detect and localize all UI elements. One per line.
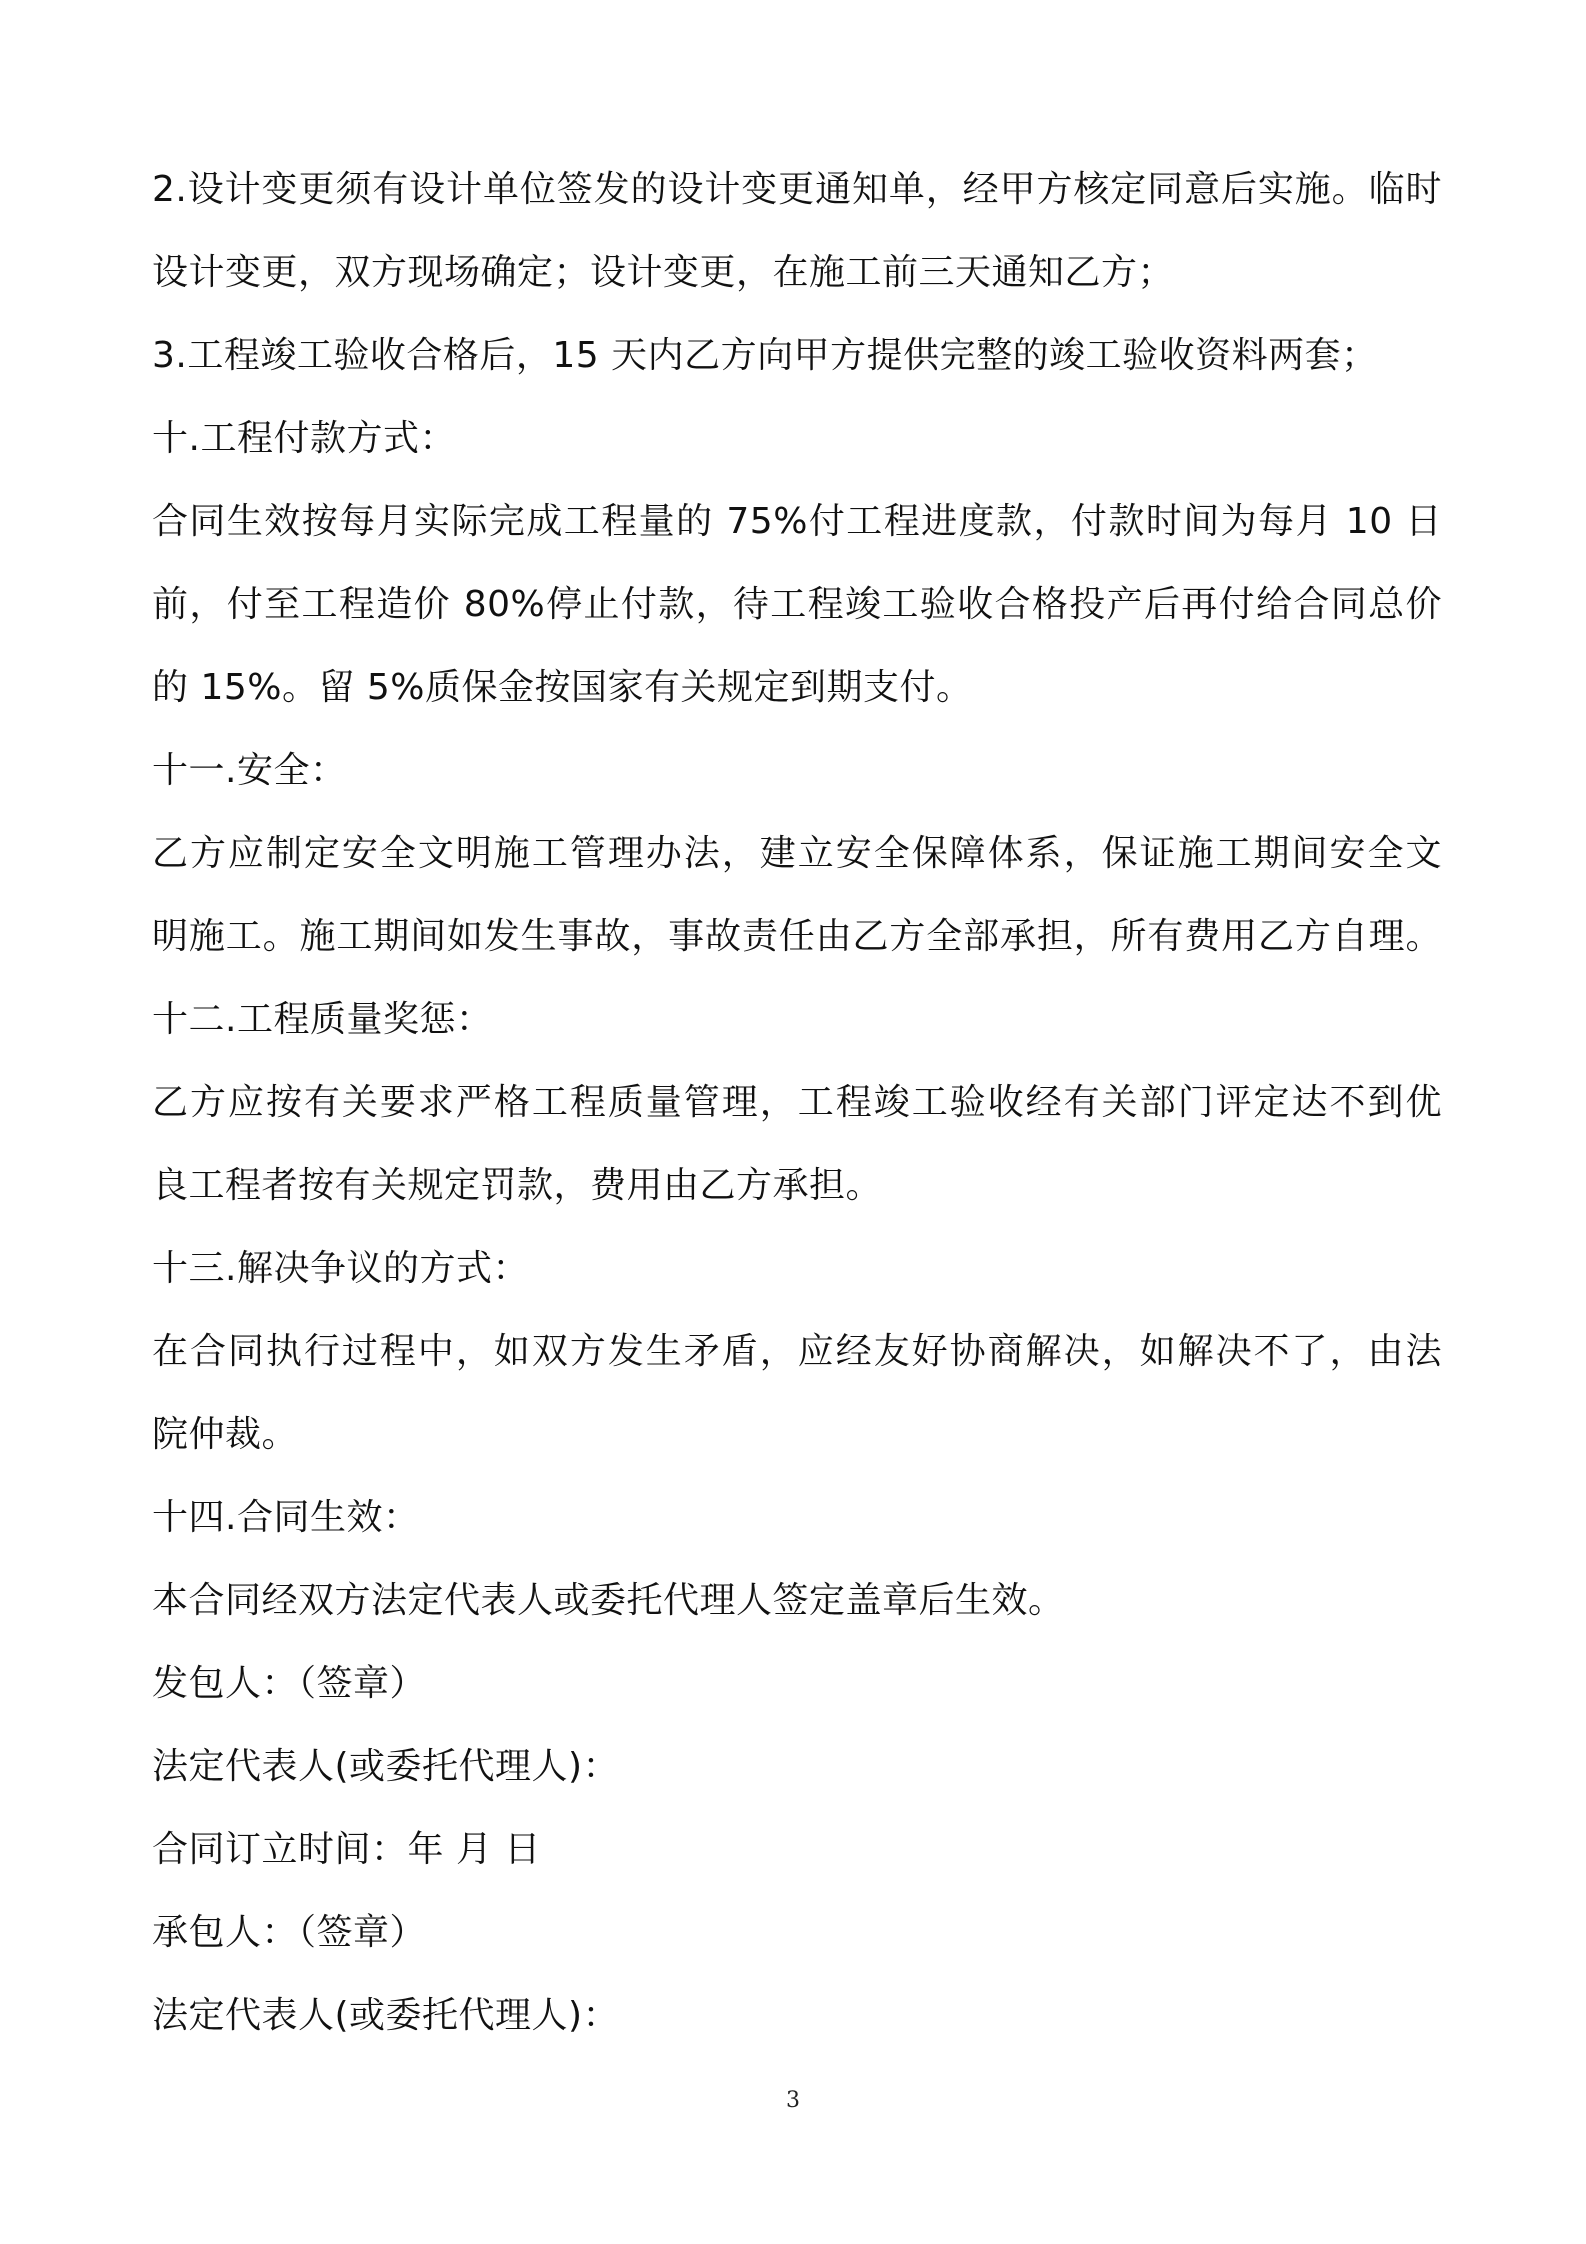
text-line: 承包人：（签章） — [152, 1912, 427, 1953]
text-line: 明施工。施工期间如发生事故，事故责任由乙方全部承担，所有费用乙方自理。 — [152, 916, 1442, 957]
text-line: 的 15%。留 5%质保金按国家有关规定到期支付。 — [152, 667, 973, 708]
text-line: 院仲裁。 — [152, 1414, 299, 1455]
text-line: 法定代表人(或委托代理人)： — [152, 1995, 620, 2036]
text-line: 法定代表人(或委托代理人)： — [152, 1746, 620, 1787]
text-line: 乙方应按有关要求严格工程质量管理，工程竣工验收经有关部门评定达不到优 — [152, 1082, 1442, 1123]
text-line: 乙方应制定安全文明施工管理办法，建立安全保障体系，保证施工期间安全文 — [152, 833, 1442, 874]
text-line: 合同生效按每月实际完成工程量的 75%付工程进度款，付款时间为每月 10 日 — [152, 501, 1442, 542]
text-line: 设计变更，双方现场确定；设计变更，在施工前三天通知乙方； — [152, 252, 1175, 293]
text-line: 在合同执行过程中，如双方发生矛盾，应经友好协商解决，如解决不了，由法 — [152, 1331, 1442, 1372]
text-line: 十一.安全： — [152, 750, 347, 791]
text-line: 本合同经双方法定代表人或委托代理人签定盖章后生效。 — [152, 1580, 1065, 1621]
text-line: 前，付至工程造价 80%停止付款，待工程竣工验收合格投产后再付给合同总价 — [152, 584, 1442, 625]
text-line: 2.设计变更须有设计单位签发的设计变更通知单，经甲方核定同意后实施。临时 — [152, 169, 1442, 210]
text-line: 良工程者按有关规定罚款，费用由乙方承担。 — [152, 1165, 883, 1206]
text-line: 十.工程付款方式： — [152, 418, 456, 459]
text-line: 发包人：（签章） — [152, 1663, 427, 1704]
page-number: 3 — [786, 2088, 800, 2113]
document-body — [152, 148, 1442, 2057]
text-line: 3.工程竣工验收合格后，15 天内乙方向甲方提供完整的竣工验收资料两套； — [152, 335, 1378, 376]
text-line: 十三.解决争议的方式： — [152, 1248, 529, 1289]
text-line: 十四.合同生效： — [152, 1497, 420, 1538]
text-line: 十二.工程质量奖惩： — [152, 999, 493, 1040]
text-line: 合同订立时间：年 月 日 — [152, 1829, 541, 1870]
